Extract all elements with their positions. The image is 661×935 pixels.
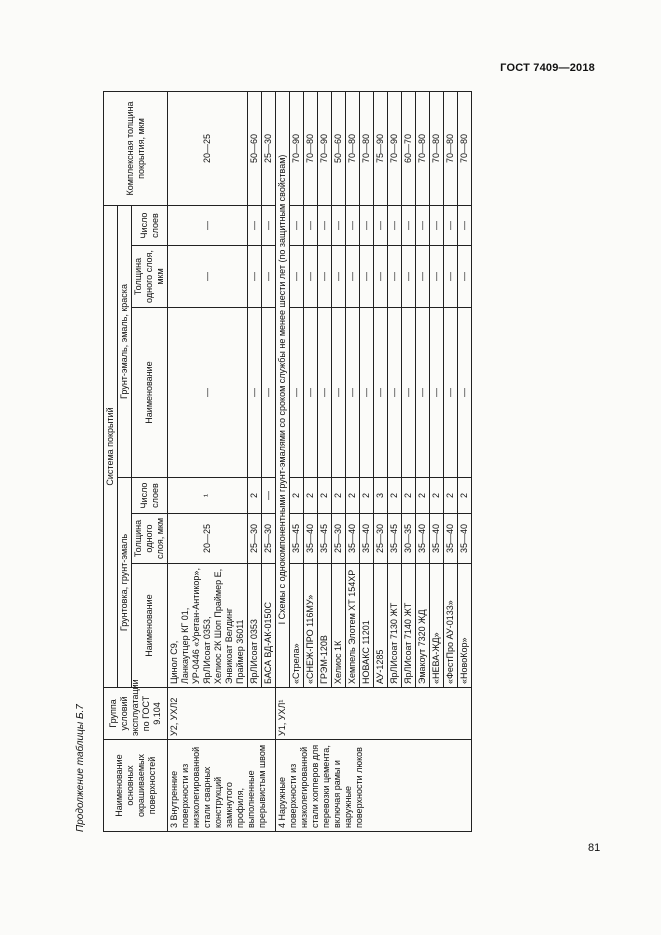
total-thickness: 70—80 xyxy=(430,92,444,206)
topcoat-thickness: — xyxy=(168,246,248,308)
primer-layers: 2 xyxy=(346,478,360,514)
topcoat-layers: — xyxy=(458,206,472,246)
total-thickness: 70—90 xyxy=(388,92,402,206)
primer-name: Хелиос 1К xyxy=(332,564,346,688)
topcoat-thickness: — xyxy=(360,246,374,308)
total-thickness: 70—90 xyxy=(290,92,304,206)
primer-layers: 2 xyxy=(416,478,430,514)
primer-layers: 2 xyxy=(360,478,374,514)
primer-layers: 2 xyxy=(430,478,444,514)
header-thickness-2: Толщина одного слоя, мкм xyxy=(132,246,168,308)
topcoat-thickness: — xyxy=(304,246,318,308)
surface-cell: 3 Внутренние поверхности из низколегированной стали сварных конструкций замкнутого профиля, выполненные прерывистым швом xyxy=(168,740,276,832)
page-number: 81 xyxy=(588,842,601,854)
primer-name: «СНЕЖ-ПРО 116МУ» xyxy=(304,564,318,688)
table-row xyxy=(276,92,290,832)
topcoat-thickness: — xyxy=(248,246,262,308)
topcoat-layers: — xyxy=(262,206,276,246)
primer-thickness: 35—40 xyxy=(458,514,472,564)
topcoat-name: — xyxy=(402,308,416,478)
topcoat-thickness: — xyxy=(332,246,346,308)
topcoat-thickness: — xyxy=(416,246,430,308)
total-thickness: 70—80 xyxy=(444,92,458,206)
topcoat-name: — xyxy=(430,308,444,478)
scheme-title: I Схемы с однокомпонентными грунт-эмалями со сроком службы не менее шести лет (по защитным свойствам) xyxy=(276,92,290,688)
primer-name: «Стрела» xyxy=(290,564,304,688)
header-topcoat: Грунт-эмаль, эмаль, краска xyxy=(118,206,132,478)
primer-layers: 2 xyxy=(458,478,472,514)
topcoat-name: — xyxy=(332,308,346,478)
header-layers-2: Число слоев xyxy=(132,206,168,246)
primer-layers: 2 xyxy=(318,478,332,514)
primer-thickness: 35—45 xyxy=(290,514,304,564)
topcoat-name: — xyxy=(388,308,402,478)
topcoat-layers: — xyxy=(332,206,346,246)
primer-layers: 2 xyxy=(248,478,262,514)
total-thickness: 70—80 xyxy=(458,92,472,206)
topcoat-name: — xyxy=(248,308,262,478)
header-name-1: Наименование xyxy=(132,564,168,688)
primer-thickness: 35—45 xyxy=(388,514,402,564)
primer-name: НОВАКС 11201 xyxy=(360,564,374,688)
primer-thickness: 25—30 xyxy=(332,514,346,564)
primer-thickness: 35—40 xyxy=(444,514,458,564)
primer-name: «НовоКор» xyxy=(458,564,472,688)
primer-name: ЯрЛИсоат 7130 ЖТ xyxy=(388,564,402,688)
topcoat-name: — xyxy=(318,308,332,478)
primer-thickness: 35—40 xyxy=(360,514,374,564)
header-layers-1: Число слоев xyxy=(132,478,168,514)
group-cell: У2, УХЛ2 xyxy=(168,688,276,740)
primer-thickness: 35—40 xyxy=(346,514,360,564)
topcoat-thickness: — xyxy=(388,246,402,308)
total-thickness: 50—60 xyxy=(248,92,262,206)
primer-thickness: 30—35 xyxy=(402,514,416,564)
primer-name: Эмакоут 7320 ЖД xyxy=(416,564,430,688)
total-thickness: 25—30 xyxy=(262,92,276,206)
topcoat-thickness: — xyxy=(346,246,360,308)
topcoat-layers: — xyxy=(346,206,360,246)
primer-name: АУ-1285 xyxy=(374,564,388,688)
header-thickness-1: Толщина одного слоя, мкм xyxy=(132,514,168,564)
coating-systems-table xyxy=(103,91,472,832)
total-thickness: 70—80 xyxy=(360,92,374,206)
primer-thickness: 35—40 xyxy=(304,514,318,564)
header-surface: Наименование основных окрашиваемых поверхностей xyxy=(104,740,168,832)
total-thickness: 50—60 xyxy=(332,92,346,206)
primer-name: ГРЭМ-120В xyxy=(318,564,332,688)
topcoat-layers: — xyxy=(360,206,374,246)
topcoat-layers: — xyxy=(290,206,304,246)
primer-layers: 2 xyxy=(388,478,402,514)
total-thickness: 70—80 xyxy=(304,92,318,206)
header-total: Комплексная толщина покрытия, мкм xyxy=(104,92,168,206)
primer-name: ЯрЛИсоат 0353 xyxy=(248,564,262,688)
topcoat-name: — xyxy=(262,308,276,478)
total-thickness: 70—90 xyxy=(318,92,332,206)
primer-thickness: 35—45 xyxy=(318,514,332,564)
topcoat-thickness: — xyxy=(262,246,276,308)
topcoat-layers: — xyxy=(304,206,318,246)
primer-thickness: 35—40 xyxy=(430,514,444,564)
total-thickness: 70—80 xyxy=(346,92,360,206)
topcoat-thickness: — xyxy=(290,246,304,308)
topcoat-layers: — xyxy=(248,206,262,246)
topcoat-name: — xyxy=(416,308,430,478)
topcoat-name: — xyxy=(346,308,360,478)
primer-layers: 2 xyxy=(332,478,346,514)
primer-thickness: 20—25 xyxy=(168,514,248,564)
standard-code: ГОСТ 7409—2018 xyxy=(500,62,595,74)
topcoat-thickness: — xyxy=(318,246,332,308)
primer-thickness: 25—30 xyxy=(374,514,388,564)
topcoat-layers: — xyxy=(374,206,388,246)
primer-name: ЯрЛИсоат 7140 ЖТ xyxy=(402,564,416,688)
primer-name: Цинол С9, Ланкаутцер КГ 01, УР-0446 «Уретан-Антикор», ЯрЛИсоат 0353, Хелиос 2К Шоп Праймер Е, Энвикоат Велдинг Праймер 36011 xyxy=(168,564,248,688)
total-thickness: 20—25 xyxy=(168,92,248,206)
topcoat-thickness: — xyxy=(458,246,472,308)
rotated-table-region xyxy=(75,92,585,832)
topcoat-thickness: — xyxy=(444,246,458,308)
topcoat-name: — xyxy=(290,308,304,478)
topcoat-layers: — xyxy=(318,206,332,246)
primer-name: «НЕВА-ЖД» xyxy=(430,564,444,688)
primer-name: Хемпель Элотем ХТ 154ХР xyxy=(346,564,360,688)
primer-layers: 2 xyxy=(402,478,416,514)
topcoat-thickness: — xyxy=(374,246,388,308)
topcoat-thickness: — xyxy=(402,246,416,308)
total-thickness: 60—70 xyxy=(402,92,416,206)
topcoat-layers: — xyxy=(416,206,430,246)
header-name-2: Наименование xyxy=(132,308,168,478)
topcoat-layers: — xyxy=(402,206,416,246)
header-system: Система покрытий xyxy=(104,206,118,688)
primer-layers: 2 xyxy=(290,478,304,514)
topcoat-layers: — xyxy=(444,206,458,246)
surface-cell: 4 Наружные поверхности из низколегированной стали хопперов для перевозки цемента, включая рамы и наружные поверхности люков xyxy=(276,740,472,832)
header-group: Группа условий эксплуатации по ГОСТ 9.104 xyxy=(104,688,168,740)
topcoat-name: — xyxy=(360,308,374,478)
table-row xyxy=(168,92,248,832)
table-caption: Продолжение таблицы Б.7 xyxy=(75,704,86,832)
topcoat-layers: — xyxy=(430,206,444,246)
primer-layers: 2 xyxy=(444,478,458,514)
topcoat-layers: — xyxy=(388,206,402,246)
topcoat-layers: — xyxy=(168,206,248,246)
primer-layers: 2 xyxy=(304,478,318,514)
primer-thickness: 35—40 xyxy=(416,514,430,564)
topcoat-name: — xyxy=(374,308,388,478)
primer-name: «ФестПро АУ-0133» xyxy=(444,564,458,688)
topcoat-name: — xyxy=(444,308,458,478)
total-thickness: 70—80 xyxy=(416,92,430,206)
primer-thickness: 25—30 xyxy=(262,514,276,564)
primer-layers: — xyxy=(262,478,276,514)
primer-thickness: 25—30 xyxy=(248,514,262,564)
topcoat-name: — xyxy=(168,308,248,478)
primer-layers: ¹ xyxy=(168,478,248,514)
primer-name: БАСА ВД-АК-0150С xyxy=(262,564,276,688)
topcoat-thickness: — xyxy=(430,246,444,308)
total-thickness: 75—90 xyxy=(374,92,388,206)
primer-layers: 3 xyxy=(374,478,388,514)
topcoat-name: — xyxy=(458,308,472,478)
topcoat-name: — xyxy=(304,308,318,478)
group-cell: У1, УХЛ¹ xyxy=(276,688,472,740)
header-primer: Грунтовка, грунт-эмаль xyxy=(118,478,132,688)
